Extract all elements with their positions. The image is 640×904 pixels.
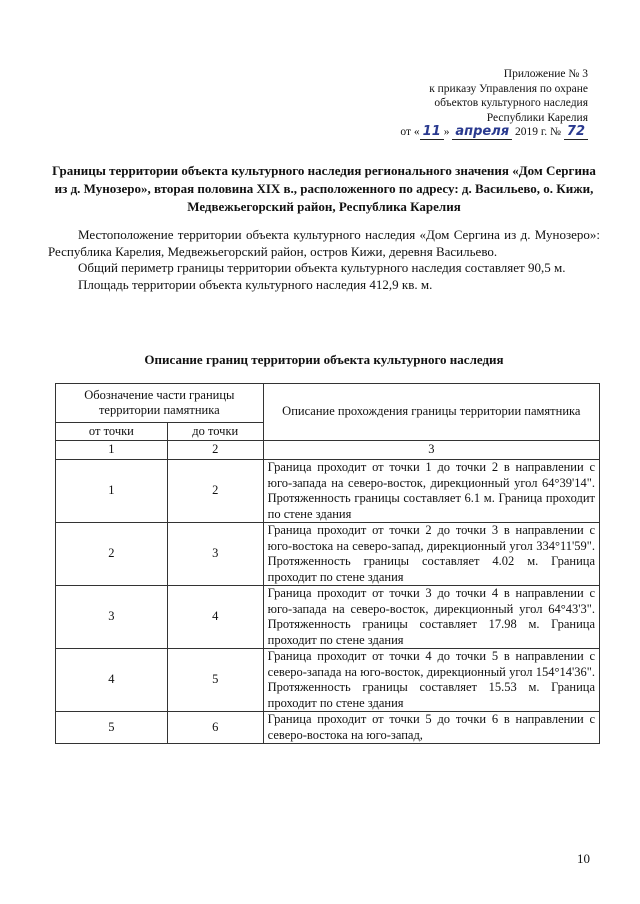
row-to: 3	[167, 523, 263, 586]
date-mid: »	[443, 126, 450, 138]
intro-area: Площадь территории объекта культурного наследия 412,9 кв. м.	[78, 276, 433, 292]
table-row	[56, 712, 600, 744]
col-num-3: 3	[263, 441, 599, 460]
document-title: Границы территории объекта культурного наследия регионального значения «Дом Сергина из д. Мунозеро», вторая половина XIX в., расположенного по адресу: д. Васильево, о. Кижи, Медвежьегорский район, Республика Карелия	[52, 163, 596, 214]
header-to: до точки	[167, 423, 263, 441]
borders-table	[55, 383, 600, 744]
handwritten-day: 11	[420, 124, 444, 140]
col-num-1: 1	[56, 441, 168, 460]
row-to: 5	[167, 649, 263, 712]
appendix-block	[308, 67, 588, 140]
date-year: 2019 г. №	[515, 126, 562, 138]
intro-perimeter: Общий периметр границы территории объекта культурного наследия составляет 90,5 м.	[78, 260, 566, 275]
row-desc: Граница проходит от точки 1 до точки 2 в направлении с юго-запада на северо-восток, дирекционный угол 64°39'14". Протяженность границы составляет 6.1 м. Граница проходит по стене здания	[263, 460, 599, 523]
row-from: 1	[56, 460, 168, 523]
row-from: 2	[56, 523, 168, 586]
handwritten-number: 72	[564, 124, 588, 140]
row-desc: Граница проходит от точки 2 до точки 3 в направлении с юго-востока на северо-запад, дирекционный угол 334°11'59". Протяженность границы составляет 4.02 м. Граница проходит по стене здания	[263, 523, 599, 586]
header-from: от точки	[56, 423, 168, 441]
header-part: Обозначение части границы территории памятника	[56, 384, 264, 423]
row-desc: Граница проходит от точки 4 до точки 5 в направлении с северо-запада на юго-восток, дирекционный угол 154°14'36". Протяженность границы составляет 15.53 м. Граница проходит по стене здания	[263, 649, 599, 712]
row-to: 2	[167, 460, 263, 523]
table-title: Описание границ территории объекта культурного наследия	[144, 352, 504, 367]
intro-location: Местоположение территории объекта культурного наследия «Дом Сергина из д. Мунозеро»: Республика Карелия, Медвежьегорский район, остров Кижи, деревня Васильево.	[48, 227, 600, 259]
appendix-date-line	[308, 125, 588, 140]
table-row	[56, 523, 600, 586]
date-prefix: от «	[400, 126, 420, 138]
table-row	[56, 586, 600, 649]
row-to: 6	[167, 712, 263, 744]
appendix-line-2: к приказу Управления по охране	[429, 82, 588, 95]
row-from: 5	[56, 712, 168, 744]
page-number: 10	[577, 851, 590, 866]
col-num-2: 2	[167, 441, 263, 460]
row-to: 4	[167, 586, 263, 649]
handwritten-month: апреля	[452, 124, 512, 140]
appendix-line-4: Республики Карелия	[486, 111, 588, 124]
row-from: 4	[56, 649, 168, 712]
row-desc: Граница проходит от точки 3 до точки 4 в направлении с юго-запада на северо-восток, дирекционный угол 64°43'3". Протяженность границы составляет 17.98 м. Граница проходит по стене здания	[263, 586, 599, 649]
table-row	[56, 460, 600, 523]
appendix-line-3: объектов культурного наследия	[434, 97, 588, 109]
intro-section	[48, 227, 600, 293]
table-row	[56, 649, 600, 712]
row-desc: Граница проходит от точки 5 до точки 6 в направлении с северо-востока на юго-запад,	[263, 712, 599, 744]
table-colnum-row	[56, 441, 600, 460]
header-desc: Описание прохождения границы территории памятника	[263, 384, 599, 441]
row-from: 3	[56, 586, 168, 649]
table-header-row	[56, 384, 600, 423]
appendix-line-1: Приложение № 3	[503, 68, 588, 80]
